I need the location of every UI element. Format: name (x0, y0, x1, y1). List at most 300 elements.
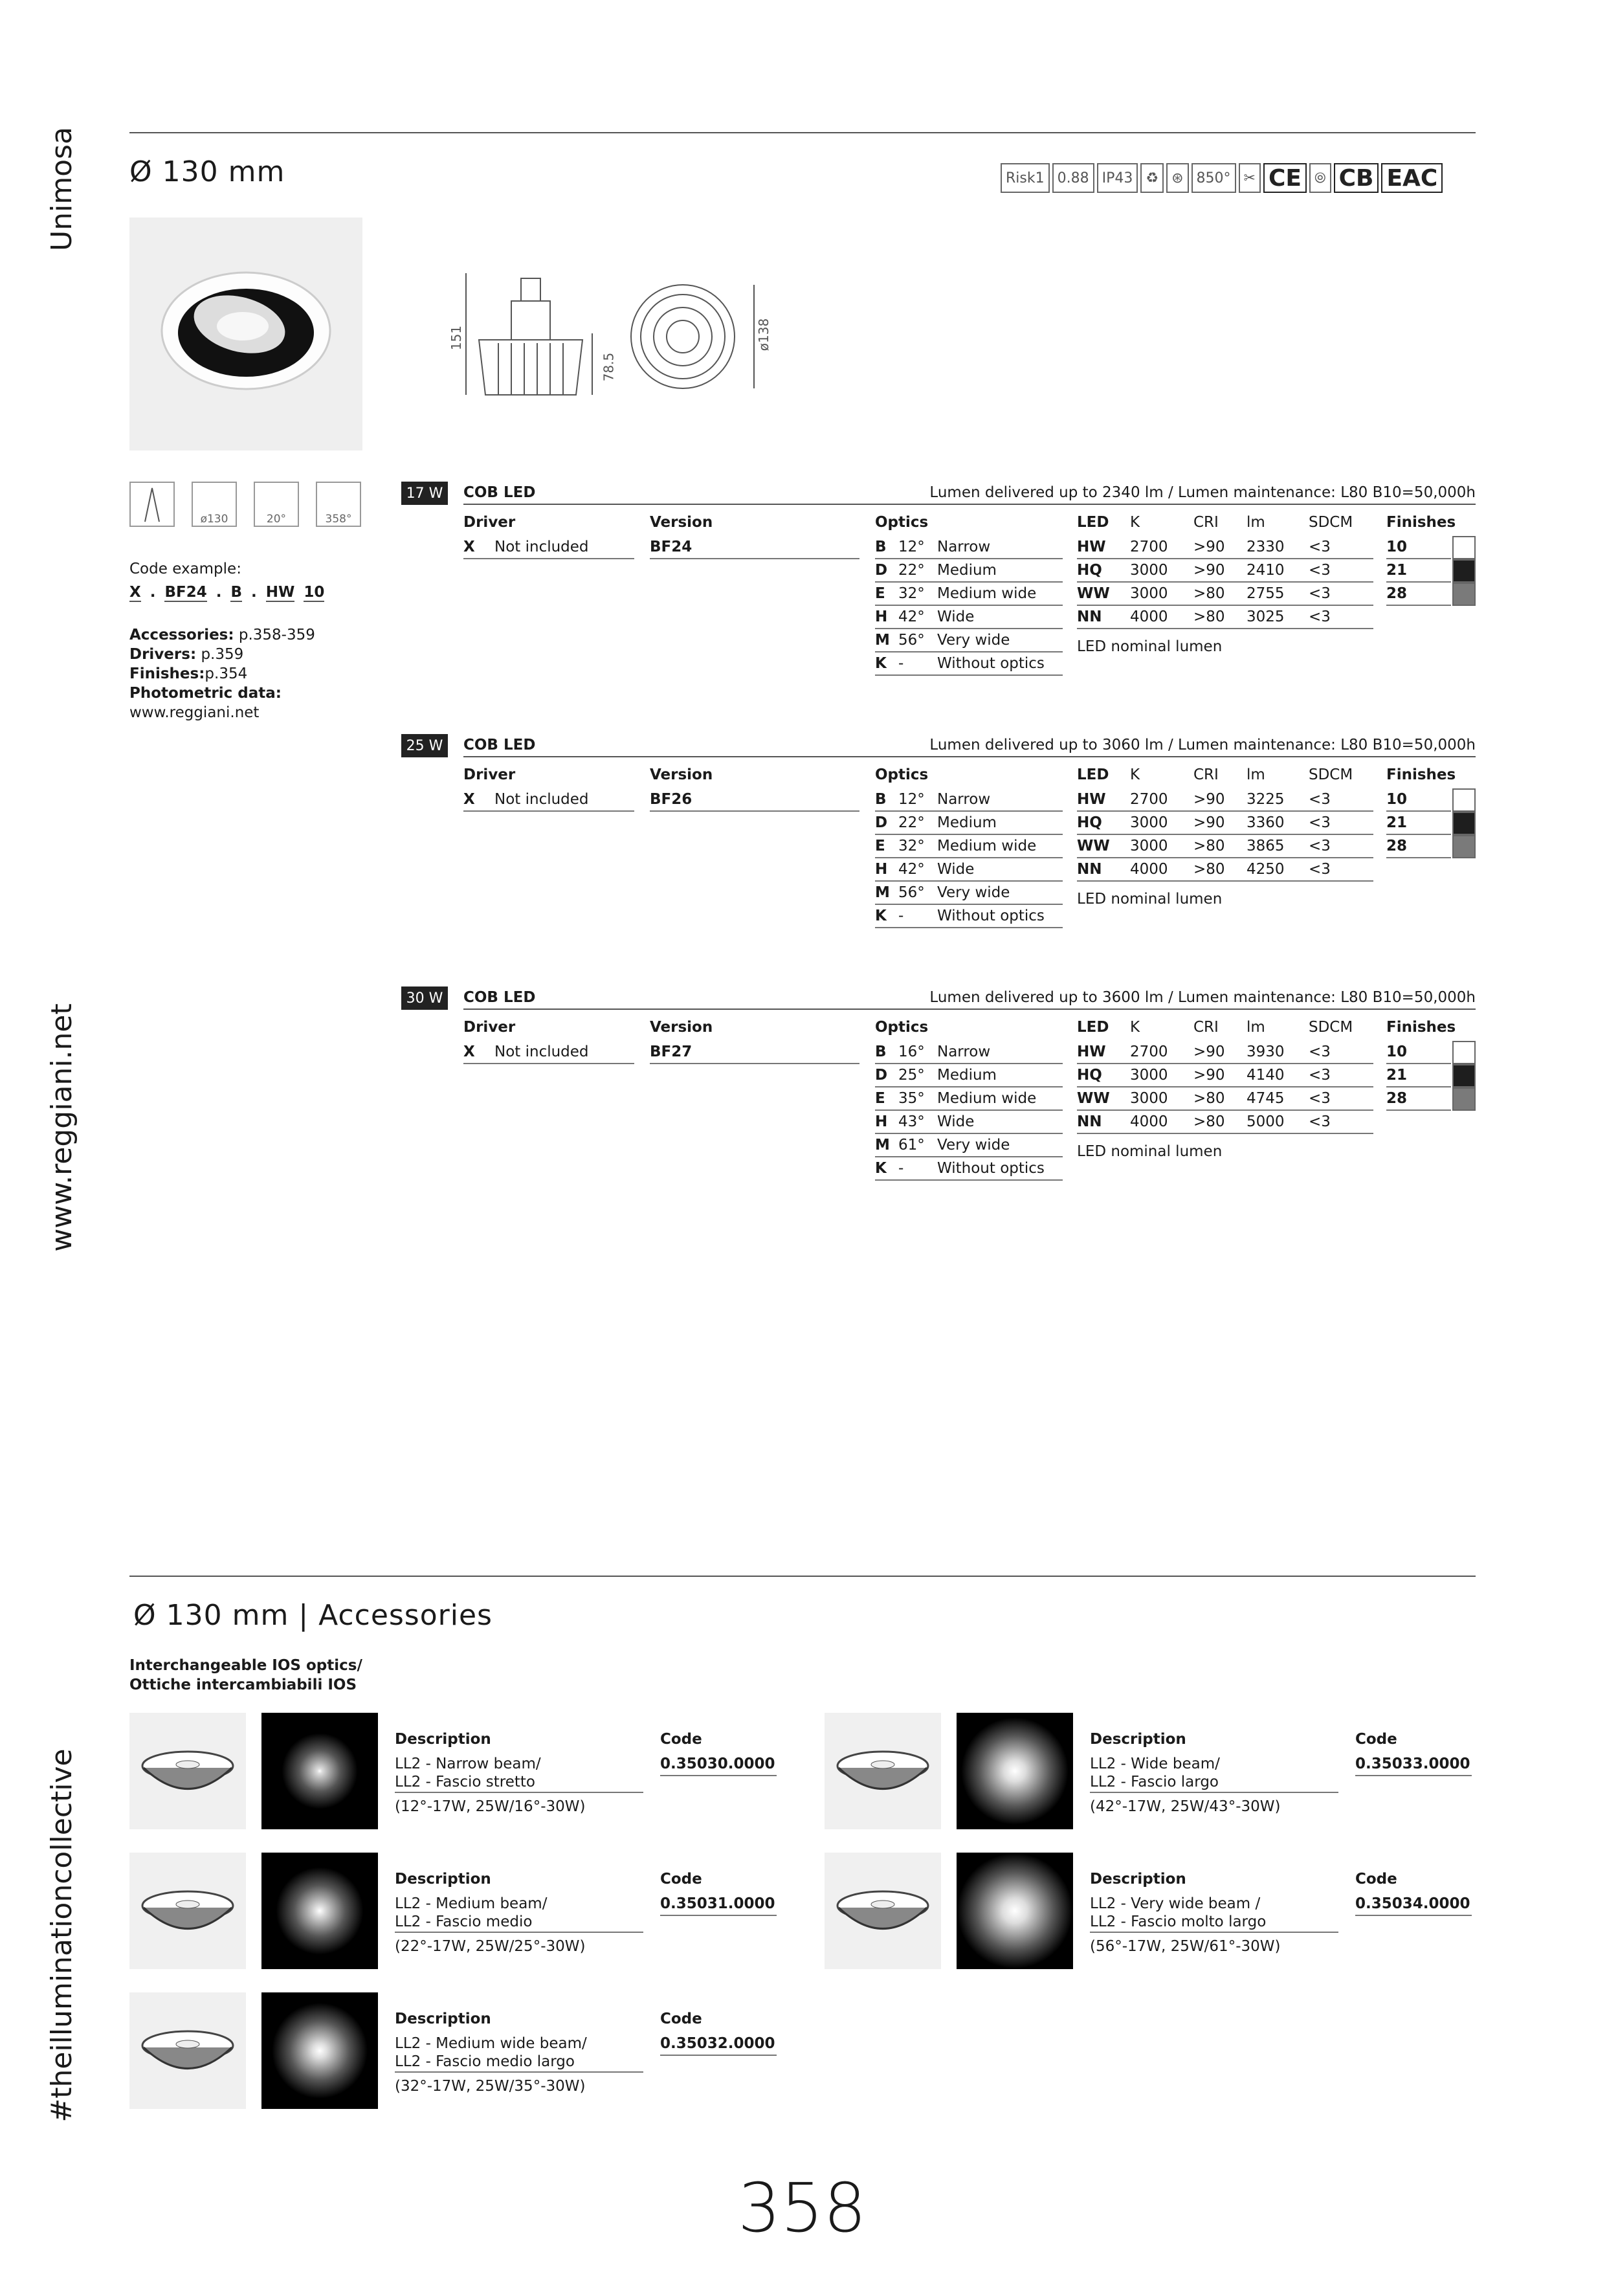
optic-name: Without optics (937, 908, 1045, 924)
led-underline (1077, 1133, 1373, 1134)
led-cell: >90 (1193, 814, 1225, 831)
finish-swatch (1452, 1087, 1476, 1111)
drivers-ref: Drivers: p.359 (129, 646, 244, 663)
led-cell: 2700 (1130, 791, 1168, 808)
optic-angle: 32° (898, 838, 925, 854)
optic-name: Without optics (937, 1160, 1045, 1177)
finish-code: 10 (1386, 539, 1408, 555)
optic-name: Very wide (937, 1137, 1010, 1154)
wattage-badge: 17 W (401, 482, 448, 505)
led-cell: NN (1077, 608, 1102, 625)
optic-name: Medium (937, 1067, 997, 1084)
led-cell: >90 (1193, 791, 1225, 808)
code-part: B (230, 584, 243, 601)
optic-angle: 22° (898, 562, 925, 579)
led-cell: 4140 (1247, 1067, 1285, 1084)
optic-name: Wide (937, 1113, 975, 1130)
optic-name: Medium (937, 562, 997, 579)
cert-icon: ⦾ (1309, 163, 1331, 193)
driver-underline (463, 810, 634, 812)
optic-underline (875, 605, 1063, 606)
optic-underline (875, 810, 1063, 812)
finish-swatch (1452, 536, 1476, 559)
led-cell: 4000 (1130, 608, 1168, 625)
column-header: Driver (463, 514, 516, 531)
finish-code: 21 (1386, 814, 1408, 831)
optic-code: E (875, 585, 885, 602)
cert-icon: EAC (1381, 163, 1443, 193)
optic-code: H (875, 1113, 888, 1130)
led-cell: 5000 (1247, 1113, 1285, 1130)
led-cell: <3 (1309, 539, 1331, 555)
led-note: LED nominal lumen (1077, 638, 1223, 655)
accessory-desc-label: Description (1090, 1731, 1186, 1748)
accessory-photo (825, 1713, 941, 1829)
led-cell: 4000 (1130, 861, 1168, 878)
accessory-desc-line2: LL2 - Fascio stretto (395, 1774, 536, 1790)
column-header: SDCM (1309, 514, 1353, 531)
led-cell: 4745 (1247, 1090, 1285, 1107)
led-cell: 2700 (1130, 1043, 1168, 1060)
accessory-desc-rule (1090, 1792, 1338, 1793)
finish-underline (1386, 810, 1451, 812)
column-header: Finishes (1386, 1019, 1456, 1036)
column-header: K (1130, 514, 1140, 531)
led-cell: WW (1077, 838, 1110, 854)
accessory-desc-rule (395, 1932, 643, 1933)
led-cell: 3930 (1247, 1043, 1285, 1060)
accessory-code: 0.35032.0000 (660, 2035, 775, 2052)
cert-icon: CB (1334, 163, 1379, 193)
accessories-title: Ø 130 mm | Accessories (133, 1599, 493, 1632)
led-underline (1077, 1063, 1373, 1064)
optic-underline (875, 1063, 1063, 1064)
finish-swatch (1452, 835, 1476, 858)
beam-pattern (261, 1992, 378, 2109)
page-number: 358 (738, 2168, 867, 2247)
accessory-angles: (12°-17W, 25W/16°-30W) (395, 1798, 586, 1815)
optic-name: Medium (937, 814, 997, 831)
finish-code: 28 (1386, 1090, 1408, 1107)
led-type: COB LED (463, 989, 536, 1006)
accessory-desc-line2: LL2 - Fascio largo (1090, 1774, 1219, 1790)
optic-underline (875, 651, 1063, 652)
optic-underline (875, 558, 1063, 559)
accessory-desc-label: Description (395, 1871, 491, 1888)
led-cell: HW (1077, 1043, 1106, 1060)
led-cell: WW (1077, 1090, 1110, 1107)
optic-name: Very wide (937, 632, 1010, 649)
photometric-label: Photometric data: (129, 685, 282, 702)
optic-code: D (875, 562, 888, 579)
column-header: K (1130, 766, 1140, 783)
optic-name: Narrow (937, 1043, 991, 1060)
accessory-code-label: Code (1355, 1731, 1397, 1748)
cert-icon: CE (1263, 163, 1307, 193)
optic-angle: 35° (898, 1090, 925, 1107)
optic-angle: 12° (898, 791, 925, 808)
column-header: Optics (875, 514, 929, 531)
led-cell: 2700 (1130, 539, 1168, 555)
led-cell: >90 (1193, 1067, 1225, 1084)
optic-code: K (875, 655, 887, 672)
tilt-icon: 20° (254, 482, 299, 527)
optic-underline (875, 674, 1063, 676)
lumen-info: Lumen delivered up to 3060 lm / Lumen maintenance: L80 B10=50,000h (929, 737, 1476, 753)
optic-code: D (875, 814, 888, 831)
led-cell: <3 (1309, 1113, 1331, 1130)
optic-angle: 61° (898, 1137, 925, 1154)
column-header: SDCM (1309, 766, 1353, 783)
led-cell: 2755 (1247, 585, 1285, 602)
optic-code: K (875, 1160, 887, 1177)
led-cell: 3360 (1247, 814, 1285, 831)
cert-icon: IP43 (1097, 163, 1138, 193)
led-cell: <3 (1309, 562, 1331, 579)
optic-underline (875, 1109, 1063, 1111)
driver-code: X (463, 539, 475, 555)
optic-underline (875, 581, 1063, 583)
version-code: BF24 (650, 539, 693, 555)
led-cell: <3 (1309, 861, 1331, 878)
optic-code: E (875, 1090, 885, 1107)
site-sidebar: www.reggiani.net (45, 1003, 78, 1252)
beam-pattern (957, 1853, 1073, 1969)
accessory-angles: (22°-17W, 25W/25°-30W) (395, 1938, 586, 1955)
accessory-desc-line1: LL2 - Wide beam/ (1090, 1755, 1220, 1772)
finish-underline (1386, 605, 1451, 606)
accessories-subtitle-it: Ottiche intercambiabili IOS (129, 1677, 357, 1693)
led-cell: <3 (1309, 1090, 1331, 1107)
optic-name: Medium wide (937, 585, 1037, 602)
finish-code: 21 (1386, 1067, 1408, 1084)
accessory-code: 0.35033.0000 (1355, 1755, 1470, 1772)
led-underline (1077, 1086, 1373, 1087)
accessory-desc-line1: LL2 - Narrow beam/ (395, 1755, 541, 1772)
accessory-desc-line1: LL2 - Very wide beam / (1090, 1895, 1261, 1912)
led-cell: <3 (1309, 1067, 1331, 1084)
led-underline (1077, 857, 1373, 858)
accessory-desc-rule (395, 2071, 643, 2073)
column-header: Optics (875, 766, 929, 783)
accessories-rule (129, 1576, 1476, 1577)
finish-code: 28 (1386, 838, 1408, 854)
column-header: CRI (1193, 514, 1219, 531)
optic-name: Without optics (937, 655, 1045, 672)
finish-code: 21 (1386, 562, 1408, 579)
optic-underline (875, 628, 1063, 629)
optic-code: M (875, 884, 890, 901)
led-cell: 2330 (1247, 539, 1285, 555)
led-cell: 3000 (1130, 562, 1168, 579)
accessory-desc-label: Description (395, 1731, 491, 1748)
accessory-code-rule (660, 2055, 777, 2056)
accessory-desc-line2: LL2 - Fascio molto largo (1090, 1913, 1267, 1930)
column-header: LED (1077, 766, 1109, 783)
cert-icon: ⊛ (1166, 163, 1188, 193)
accessory-code: 0.35030.0000 (660, 1755, 775, 1772)
optic-name: Medium wide (937, 838, 1037, 854)
finish-code: 10 (1386, 791, 1408, 808)
optic-angle: 25° (898, 1067, 925, 1084)
optic-name: Narrow (937, 791, 991, 808)
rotation-icon: 358° (316, 482, 361, 527)
optic-angle: 12° (898, 539, 925, 555)
optic-code: D (875, 1067, 888, 1084)
version-underline (650, 1063, 859, 1064)
optic-name: Medium wide (937, 1090, 1037, 1107)
code-part: 10 (304, 584, 325, 601)
column-header: LED (1077, 1019, 1109, 1036)
optic-name: Wide (937, 608, 975, 625)
column-header: Version (650, 514, 713, 531)
cert-icon: ✂ (1239, 163, 1261, 193)
led-cell: NN (1077, 1113, 1102, 1130)
led-cell: >80 (1193, 861, 1225, 878)
optic-angle: 56° (898, 884, 925, 901)
finish-underline (1386, 558, 1451, 559)
hashtag-sidebar: #theilluminationcollective (45, 1748, 78, 2123)
led-type: COB LED (463, 737, 536, 753)
driver-code: X (463, 1043, 475, 1060)
led-cell: >80 (1193, 1090, 1225, 1107)
driver-underline (463, 1063, 634, 1064)
cert-icon: 850° (1191, 163, 1236, 193)
accessory-code-label: Code (660, 2011, 702, 2027)
finish-code: 10 (1386, 1043, 1408, 1060)
led-underline (1077, 581, 1373, 583)
finish-underline (1386, 1063, 1451, 1064)
column-header: Finishes (1386, 514, 1456, 531)
accessory-desc-line2: LL2 - Fascio medio largo (395, 2053, 575, 2070)
led-cell: 3000 (1130, 585, 1168, 602)
accessory-photo (129, 1992, 246, 2109)
wattage-badge: 30 W (401, 986, 448, 1010)
optic-name: Narrow (937, 539, 991, 555)
page-title: Ø 130 mm (129, 155, 285, 188)
driver-desc: Not included (494, 539, 589, 555)
finish-code: 28 (1386, 585, 1408, 602)
finish-swatch (1452, 1041, 1476, 1064)
led-cell: 3000 (1130, 814, 1168, 831)
wattage-badge: 25 W (401, 734, 448, 757)
version-code: BF27 (650, 1043, 693, 1060)
version-code: BF26 (650, 791, 693, 808)
version-underline (650, 558, 859, 559)
beam-icon (129, 482, 175, 527)
optic-code: B (875, 791, 887, 808)
optic-angle: 22° (898, 814, 925, 831)
led-cell: HW (1077, 791, 1106, 808)
accessory-code-label: Code (1355, 1871, 1397, 1888)
led-underline (1077, 605, 1373, 606)
driver-desc: Not included (494, 791, 589, 808)
lumen-info: Lumen delivered up to 3600 lm / Lumen maintenance: L80 B10=50,000h (929, 989, 1476, 1006)
optic-code: M (875, 1137, 890, 1154)
finish-underline (1386, 1086, 1451, 1087)
optic-underline (875, 927, 1063, 928)
accessory-code-rule (1355, 1775, 1472, 1776)
led-cell: 3000 (1130, 838, 1168, 854)
accessory-desc-label: Description (395, 2011, 491, 2027)
column-header: lm (1247, 766, 1265, 783)
code-example: X . BF24 . B . HW 10 (129, 584, 325, 601)
accessory-code-rule (660, 1775, 777, 1776)
led-cell: <3 (1309, 1043, 1331, 1060)
accessories-ref: Accessories: p.358-359 (129, 627, 315, 643)
led-cell: <3 (1309, 814, 1331, 831)
optic-code: H (875, 608, 888, 625)
finish-underline (1386, 1109, 1451, 1111)
optic-angle: 42° (898, 608, 925, 625)
optic-underline (875, 1156, 1063, 1157)
optic-code: B (875, 539, 887, 555)
optic-code: E (875, 838, 885, 854)
column-header: Driver (463, 1019, 516, 1036)
led-note: LED nominal lumen (1077, 891, 1223, 908)
accessories-subtitle: Interchangeable IOS optics/ (129, 1657, 362, 1674)
code-part: BF24 (164, 584, 207, 601)
column-header: Optics (875, 1019, 929, 1036)
dim-height: 151 (449, 325, 465, 351)
led-cell: NN (1077, 861, 1102, 878)
accessory-code-rule (660, 1915, 777, 1916)
optic-code: M (875, 632, 890, 649)
led-cell: >80 (1193, 585, 1225, 602)
finish-swatch (1452, 1064, 1476, 1087)
column-header: CRI (1193, 1019, 1219, 1036)
led-cell: <3 (1309, 838, 1331, 854)
diameter-icon: ø130 (192, 482, 237, 527)
photometric-link[interactable]: www.reggiani.net (129, 704, 260, 721)
version-underline (650, 810, 859, 812)
technical-drawing (447, 265, 783, 401)
optic-underline (875, 1179, 1063, 1181)
column-header: lm (1247, 514, 1265, 531)
optic-underline (875, 857, 1063, 858)
accessory-code-rule (1355, 1915, 1472, 1916)
accessory-code: 0.35031.0000 (660, 1895, 775, 1912)
led-underline (1077, 1109, 1373, 1111)
optic-underline (875, 1133, 1063, 1134)
led-cell: 3865 (1247, 838, 1285, 854)
led-cell: >80 (1193, 838, 1225, 854)
accessory-code-label: Code (660, 1871, 702, 1888)
accessory-photo (129, 1853, 246, 1969)
finish-underline (1386, 857, 1451, 858)
block-rule (463, 1009, 1476, 1010)
column-header: SDCM (1309, 1019, 1353, 1036)
led-note: LED nominal lumen (1077, 1143, 1223, 1160)
led-cell: >90 (1193, 1043, 1225, 1060)
led-cell: 3000 (1130, 1090, 1168, 1107)
led-cell: HQ (1077, 562, 1102, 579)
product-photo (129, 217, 362, 451)
accessory-desc-rule (395, 1792, 643, 1793)
led-type: COB LED (463, 484, 536, 501)
dim-body: 78.5 (601, 352, 617, 382)
driver-code: X (463, 791, 475, 808)
accessory-angles: (32°-17W, 25W/35°-30W) (395, 2078, 586, 2095)
optic-code: H (875, 861, 888, 878)
optic-name: Wide (937, 861, 975, 878)
led-cell: 3000 (1130, 1067, 1168, 1084)
optic-angle: 16° (898, 1043, 925, 1060)
led-cell: HQ (1077, 814, 1102, 831)
optic-underline (875, 904, 1063, 905)
accessory-code: 0.35034.0000 (1355, 1895, 1470, 1912)
optic-angle: - (898, 1160, 904, 1177)
finish-swatch (1452, 812, 1476, 835)
accessory-code-label: Code (660, 1731, 702, 1748)
optic-angle: 42° (898, 861, 925, 878)
led-cell: <3 (1309, 608, 1331, 625)
led-cell: HW (1077, 539, 1106, 555)
led-cell: 3025 (1247, 608, 1285, 625)
driver-underline (463, 558, 634, 559)
column-header: K (1130, 1019, 1140, 1036)
led-cell: >80 (1193, 608, 1225, 625)
cert-icon: Risk1 (1001, 163, 1050, 193)
led-cell: 3225 (1247, 791, 1285, 808)
code-part: X (129, 584, 141, 601)
optic-angle: 43° (898, 1113, 925, 1130)
finishes-ref: Finishes:p.354 (129, 665, 248, 682)
accessory-desc-rule (1090, 1932, 1338, 1933)
accessory-desc-line1: LL2 - Medium beam/ (395, 1895, 548, 1912)
driver-desc: Not included (494, 1043, 589, 1060)
column-header: lm (1247, 1019, 1265, 1036)
led-cell: 2410 (1247, 562, 1285, 579)
led-underline (1077, 558, 1373, 559)
block-rule (463, 756, 1476, 757)
finish-swatch (1452, 559, 1476, 583)
accessory-photo (129, 1713, 246, 1829)
finish-swatch (1452, 583, 1476, 606)
lumen-info: Lumen delivered up to 2340 lm / Lumen maintenance: L80 B10=50,000h (929, 484, 1476, 501)
beam-pattern (261, 1853, 378, 1969)
accessory-desc-line2: LL2 - Fascio medio (395, 1913, 533, 1930)
optic-underline (875, 834, 1063, 835)
dim-diameter: ø138 (756, 318, 772, 351)
finish-underline (1386, 581, 1451, 583)
accessory-desc-label: Description (1090, 1871, 1186, 1888)
led-underline (1077, 880, 1373, 882)
optic-underline (875, 1086, 1063, 1087)
column-header: CRI (1193, 766, 1219, 783)
optic-angle: - (898, 908, 904, 924)
top-rule (129, 132, 1476, 133)
led-cell: WW (1077, 585, 1110, 602)
optic-angle: 32° (898, 585, 925, 602)
cert-icon: ♻ (1140, 163, 1164, 193)
led-cell: >90 (1193, 562, 1225, 579)
certification-icons (1001, 163, 1443, 193)
led-underline (1077, 834, 1373, 835)
optic-name: Very wide (937, 884, 1010, 901)
optic-underline (875, 880, 1063, 882)
column-header: Version (650, 766, 713, 783)
led-underline (1077, 628, 1373, 629)
accessory-desc-line1: LL2 - Medium wide beam/ (395, 2035, 587, 2052)
code-part: HW (265, 584, 295, 601)
column-header: Driver (463, 766, 516, 783)
led-cell: <3 (1309, 791, 1331, 808)
finish-underline (1386, 834, 1451, 835)
led-cell: 4250 (1247, 861, 1285, 878)
accessory-angles: (42°-17W, 25W/43°-30W) (1090, 1798, 1281, 1815)
column-header: Version (650, 1019, 713, 1036)
